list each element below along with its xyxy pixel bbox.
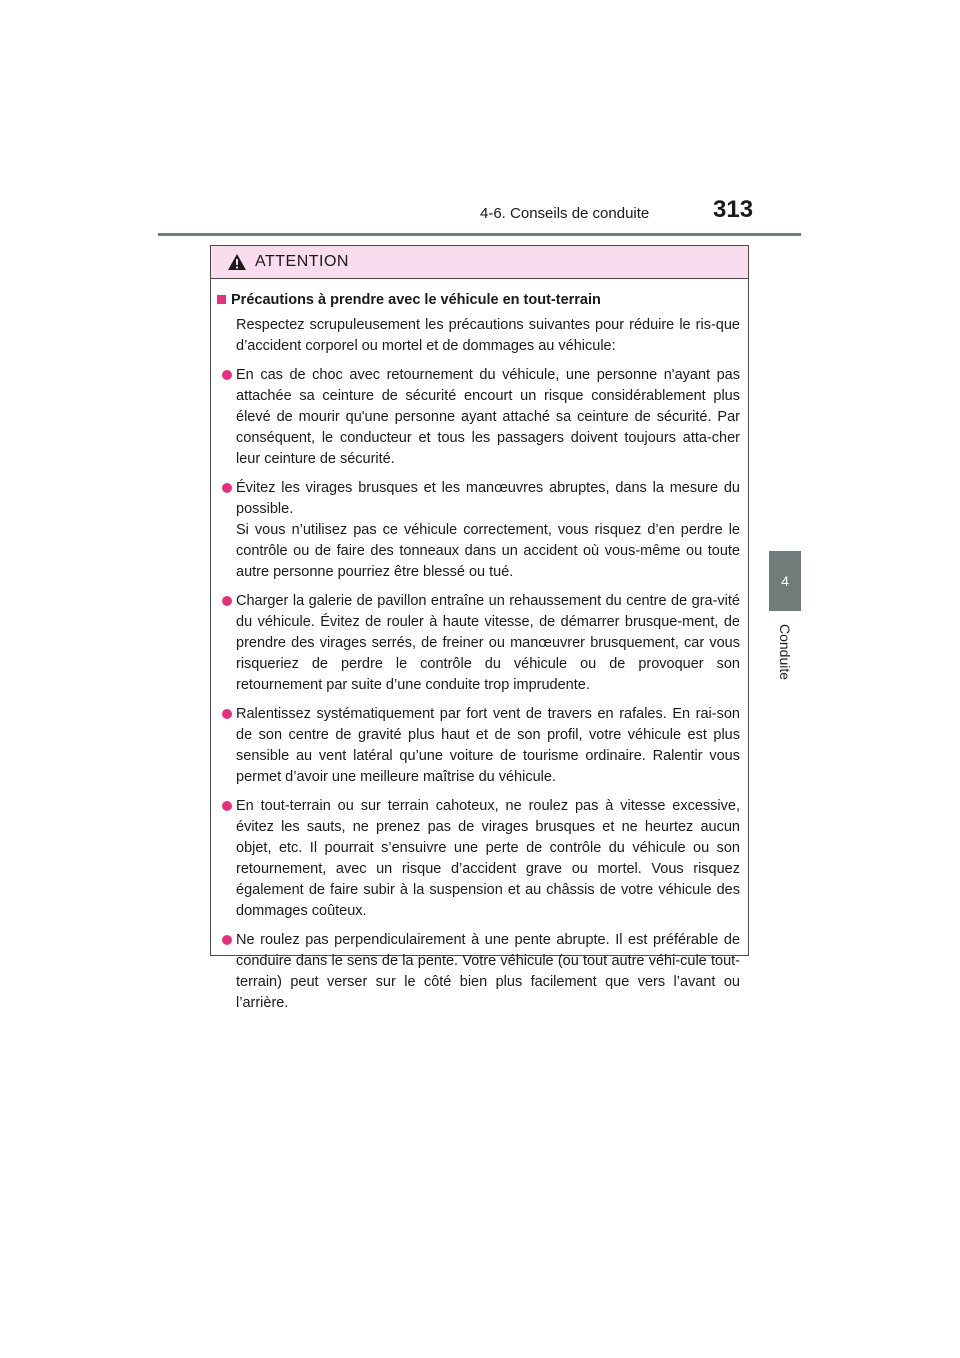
- chapter-tab: 4: [769, 551, 801, 611]
- list-item-text: [236, 365, 740, 470]
- circle-bullet-icon: [222, 709, 232, 719]
- list-item: [217, 478, 740, 583]
- intro-text: Respectez scrupuleusement les précautions suivantes pour réduire le ris-que d’accident corporel ou mortel et de dommages au véhicule:: [236, 317, 740, 354]
- list-item: [217, 591, 740, 696]
- circle-bullet-icon: [222, 370, 232, 380]
- list-item-paragraph: Charger la galerie de pavillon entraîne un rehaussement du centre de gra-vité du véhicule. Évitez de rouler à haute vitesse, de démarrer brusque-ment, de prendre des virages serrés, de freiner ou manœuvrer brusquement, car vous risqueriez de perdre le contrôle du véhicule ou de provoquer son retournement par suite d’une conduite trop imprudente.: [236, 593, 740, 693]
- list-item: [217, 930, 740, 1014]
- list-item-paragraph: Évitez les virages brusques et les manœuvres abruptes, dans la mesure du possible.: [236, 480, 740, 517]
- circle-bullet-icon: [222, 596, 232, 606]
- warning-header: [211, 246, 748, 279]
- list-item-text: [236, 478, 740, 583]
- list-item-text: [236, 796, 740, 922]
- list-item-paragraph: Ne roulez pas perpendiculairement à une pente abrupte. Il est préférable de conduire dans le sens de la pente. Votre véhicule (ou tout autre véhi-cule tout-terrain) peut verser sur le côté bien plus facilement que vers l’avant ou l’arrière.: [236, 932, 740, 1011]
- list-item: [217, 365, 740, 470]
- page-number: 313: [713, 196, 754, 223]
- chapter-label: [770, 617, 800, 687]
- list-item-text: [236, 930, 740, 1014]
- list-item: [217, 796, 740, 922]
- square-bullet-icon: [217, 295, 226, 304]
- chapter-label-text: Conduite: [777, 623, 794, 681]
- warning-triangle-icon: [227, 253, 247, 271]
- warning-title: ATTENTION: [255, 253, 349, 270]
- header-rule: [158, 233, 801, 236]
- list-item-paragraph: En tout-terrain ou sur terrain cahoteux, ne roulez pas à vitesse excessive, évitez les sauts, ne prenez pas de virages brusques et ne heurtez aucun objet, etc. Il pourrait s’ensuivre une perte de contrôle du véhicule ou son retournement, avec un risque d’accident grave ou mortel. Vous risquez également de faire subir à la suspension et au châssis de votre véhicule des dommages coûteux.: [236, 798, 740, 919]
- list-item-paragraph: En cas de choc avec retournement du véhicule, une personne n'ayant pas attachée sa ceinture de sécurité encourt un risque considérablement plus élevé de mourir qu'une personne ayant attaché sa ceinture de sécurité. Par conséquent, le conducteur et tous les passagers doivent toujours atta-cher leur ceinture de sécurité.: [236, 367, 740, 467]
- warning-body: [211, 279, 748, 1014]
- circle-bullet-icon: [222, 935, 232, 945]
- section-title: 4-6. Conseils de conduite: [480, 205, 650, 222]
- list-item-text: [236, 591, 740, 696]
- list-item-paragraph: Si vous n’utilisez pas ce véhicule correctement, vous risquez d’en perdre le contrôle ou de faire des tonneaux dans un accident où vous-même ou toute autre personne pourriez être blessé ou tué.: [236, 522, 740, 580]
- list-item-text: [236, 704, 740, 788]
- list-item: [217, 704, 740, 788]
- circle-bullet-icon: [222, 483, 232, 493]
- circle-bullet-icon: [222, 801, 232, 811]
- list-item-paragraph: Ralentissez systématiquement par fort vent de travers en rafales. En rai-son de son centre de gravité plus haut et de son profil, votre véhicule est plus sensible au vent latéral qu’une voiture de tourisme ordinaire. Ralentir vous permet d’avoir une meilleure maîtrise du véhicule.: [236, 706, 740, 785]
- warning-box: [210, 245, 749, 1011]
- precautions-heading: [217, 289, 740, 311]
- precautions-heading-text: Précautions à prendre avec le véhicule en tout-terrain: [231, 292, 601, 308]
